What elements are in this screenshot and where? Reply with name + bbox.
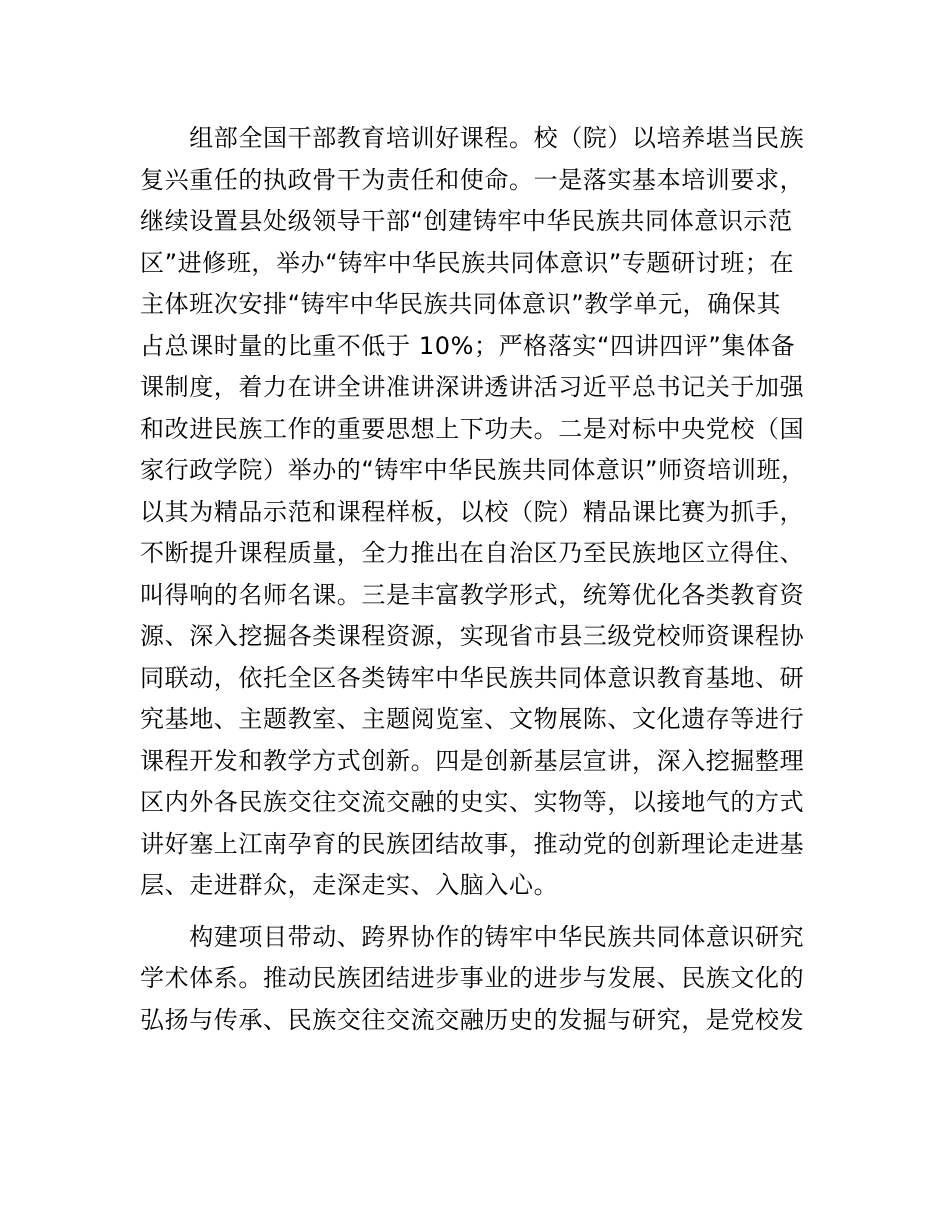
text-line: 不断提升课程质量，全力推出在自治区乃至民族地区立得住、 <box>140 539 805 567</box>
text-line: 源、深入挖掘各类课程资源，实现省市县三级党校师资课程协 <box>140 622 805 650</box>
paragraph-course-building <box>140 118 830 907</box>
text-line: 主体班次安排“铸牢中华民族共同体意识”教学单元，确保其 <box>140 290 782 318</box>
text-line: 究基地、主题教室、主题阅览室、文物展陈、文化遗存等进行 <box>140 705 805 733</box>
text-line: 同联动，依托全区各类铸牢中华民族共同体意识教育基地、研 <box>140 663 805 692</box>
text-line: 复兴重任的执政骨干为责任和使命。一是落实基本培训要求， <box>140 165 805 194</box>
text-line: 弘扬与传承、民族交往交流交融历史的发掘与研究，是党校发 <box>140 1005 805 1034</box>
text-line: 学术体系。推动民族团结进步事业的进步与发展、民族文化的 <box>140 964 805 992</box>
text-line: 以其为精品示范和课程样板，以校（院）精品课比赛为抓手， <box>140 497 805 526</box>
text-line: 讲好塞上江南孕育的民族团结故事，推动党的创新理论走进基 <box>140 829 805 858</box>
document-page <box>140 118 830 1041</box>
text-line: 层、走进群众，走深走实、入脑入心。 <box>140 871 559 899</box>
paragraph-research-system <box>140 917 830 1042</box>
text-line: 课制度，着力在讲全讲准讲深讲透讲活习近平总书记关于加强 <box>140 373 805 401</box>
text-line: 占总课时量的比重不低于 10%；严格落实“四讲四评”集体备 <box>140 331 796 360</box>
text-line: 构建项目带动、跨界协作的铸牢中华民族共同体意识研究 <box>140 922 805 951</box>
text-line: 继续设置县处级领导干部“创建铸牢中华民族共同体意识示范 <box>140 207 793 235</box>
text-line: 叫得响的名师名课。三是丰富教学形式，统筹优化各类教育资 <box>140 580 805 609</box>
text-line: 区内外各民族交往交流交融的史实、实物等，以接地气的方式 <box>140 788 805 816</box>
text-line: 家行政学院）举办的“铸牢中华民族共同体意识”师资培训班， <box>140 456 806 484</box>
text-line: 课程开发和教学方式创新。四是创新基层宣讲，深入挖掘整理 <box>140 746 805 775</box>
text-line: 组部全国干部教育培训好课程。校（院）以培养堪当民族 <box>140 124 805 152</box>
text-line: 和改进民族工作的重要思想上下功夫。二是对标中央党校（国 <box>140 414 805 443</box>
text-line: 区”进修班，举办“铸牢中华民族共同体意识”专题研讨班；在 <box>140 248 795 277</box>
